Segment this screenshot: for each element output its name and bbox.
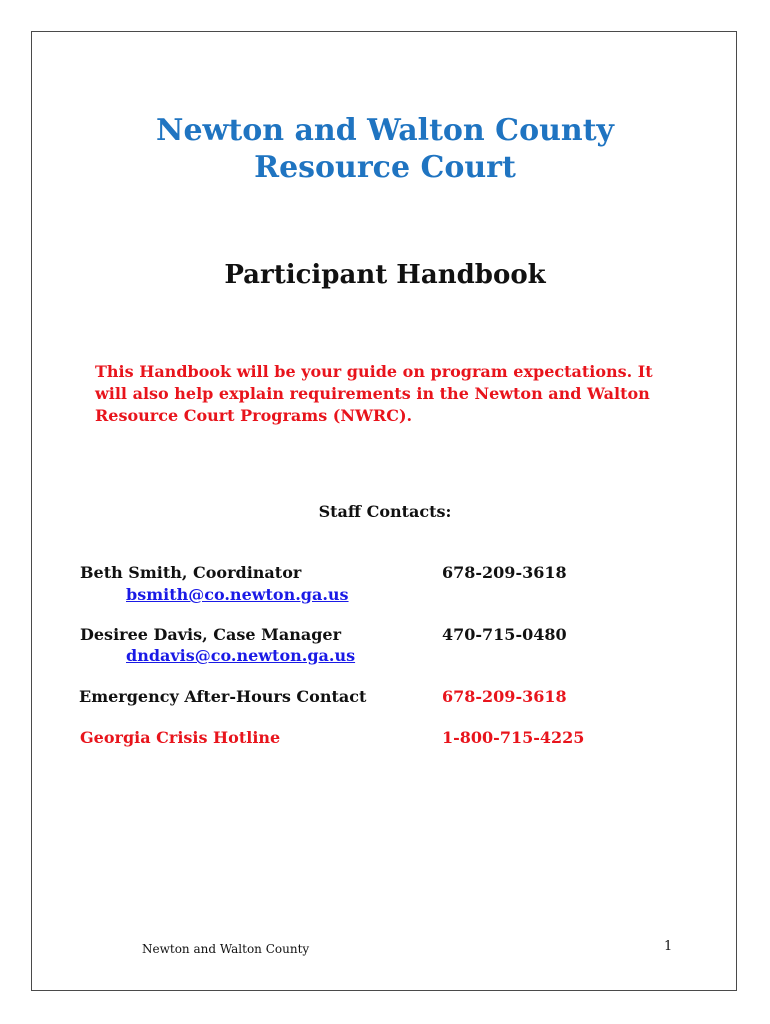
contact-email-link-coordinator[interactable]: bsmith@co.newton.ga.us: [126, 585, 349, 604]
crisis-hotline-label: Georgia Crisis Hotline: [80, 728, 281, 747]
staff-contacts-heading: Staff Contacts:: [318, 502, 452, 521]
contact-phone-case-manager: 470-715-0480: [442, 625, 567, 644]
page-number: 1: [664, 939, 673, 954]
document-page: [31, 31, 737, 991]
document-title-line-1: Newton and Walton County: [156, 113, 614, 148]
emergency-contact-phone: 678-209-3618: [442, 687, 567, 706]
crisis-hotline-phone: 1-800-715-4225: [442, 728, 585, 747]
intro-line-2: will also help explain requirements in the Newton and Walton: [95, 384, 650, 403]
contact-name-case-manager: Desiree Davis, Case Manager: [80, 625, 341, 644]
intro-paragraph: [95, 361, 675, 427]
intro-line-3: Resource Court Programs (NWRC).: [95, 406, 413, 425]
contact-email-link-case-manager[interactable]: dndavis@co.newton.ga.us: [126, 646, 356, 665]
document-title-line-2: Resource Court: [254, 150, 516, 185]
emergency-contact-label: Emergency After-Hours Contact: [79, 687, 367, 706]
intro-line-1: This Handbook will be your guide on program expectations. It: [95, 362, 653, 381]
contact-name-coordinator: Beth Smith, Coordinator: [80, 563, 302, 582]
page-footer-text: Newton and Walton County: [142, 942, 310, 956]
document-subtitle: Participant Handbook: [224, 260, 546, 290]
contact-phone-coordinator: 678-209-3618: [442, 563, 567, 582]
